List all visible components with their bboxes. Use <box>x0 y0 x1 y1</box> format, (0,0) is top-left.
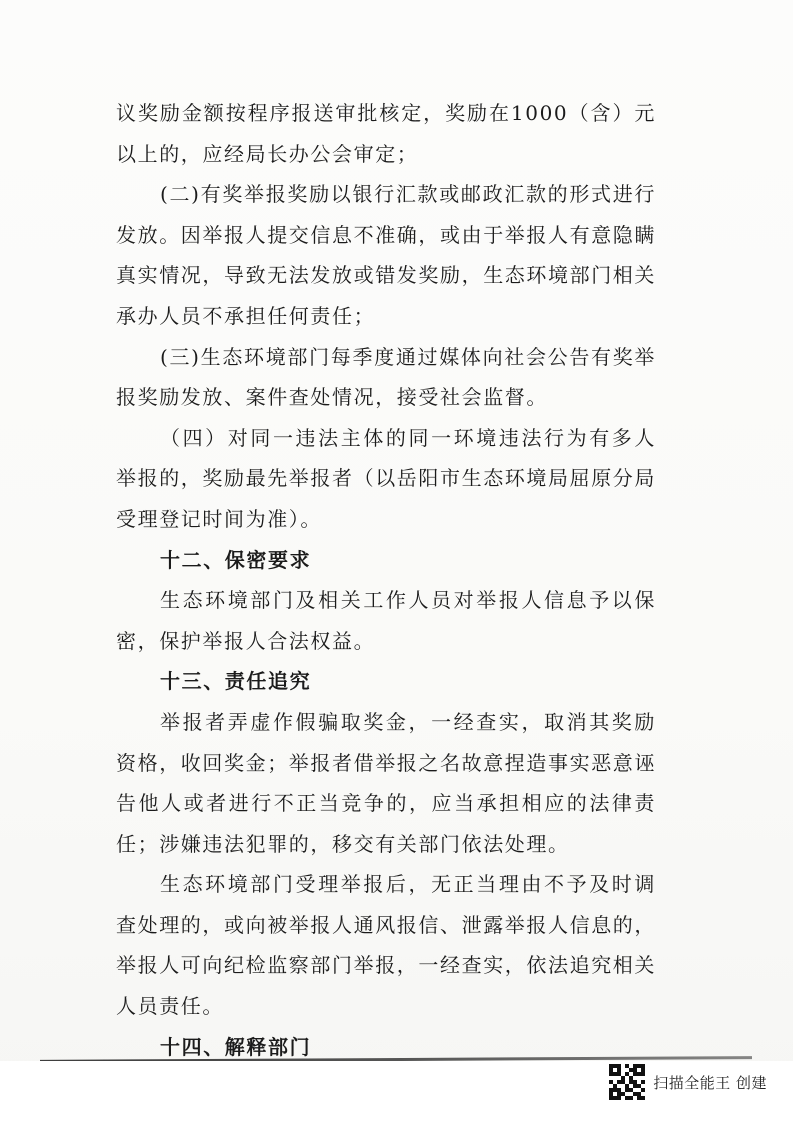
paragraph-reward-approval: 议奖励金额按程序报送审批核定，奖励在1000（含）元以上的，应经局长办公会审定； <box>116 101 656 166</box>
paragraph-first-reporter: （四）对同一违法主体的同一环境违法行为有多人举报的，奖励最先举报者（以岳阳市生态环境局屈原分局受理登记时间为准）。 <box>116 425 656 531</box>
qr-code-icon <box>609 1064 645 1100</box>
document-body <box>116 93 656 1067</box>
section-heading-interpretation: 十四、解释部门 <box>160 1034 312 1059</box>
paragraph-official-misconduct: 生态环境部门受理举报后，无正当理由不予及时调查处理的，或向被举报人通风报信、泄露举报人信息的，举报人可向纪检监察部门举报，一经查实，依法追究相关人员责任。 <box>116 872 656 1019</box>
paragraph-false-reporting: 举报者弄虚作假骗取奖金，一经查实，取消其奖励资格，收回奖金；举报者借举报之名故意捏造事实恶意诬告他人或者进行不正当竞争的，应当承担相应的法律责任；涉嫌违法犯罪的，移交有关部门依法处理。 <box>116 709 656 856</box>
paragraph-reward-payment: (二)有奖举报奖励以银行汇款或邮政汇款的形式进行发放。因举报人提交信息不准确，或由于举报人有意隐瞒真实情况，导致无法发放或错发奖励，生态环境部门相关承办人员不承担任何责任； <box>116 182 656 328</box>
scanner-watermark <box>609 1064 767 1100</box>
paragraph-confidentiality: 生态环境部门及相关工作人员对举报人信息予以保密，保护举报人合法权益。 <box>116 588 656 653</box>
section-heading-accountability: 十三、责任追究 <box>160 669 312 694</box>
paragraph-quarterly-announcement: (三)生态环境部门每季度通过媒体向社会公告有奖举报奖励发放、案件查处情况，接受社会监督。 <box>116 344 656 410</box>
section-heading-confidentiality: 十二、保密要求 <box>160 547 312 572</box>
watermark-label: 扫描全能王 创建 <box>653 1073 767 1092</box>
